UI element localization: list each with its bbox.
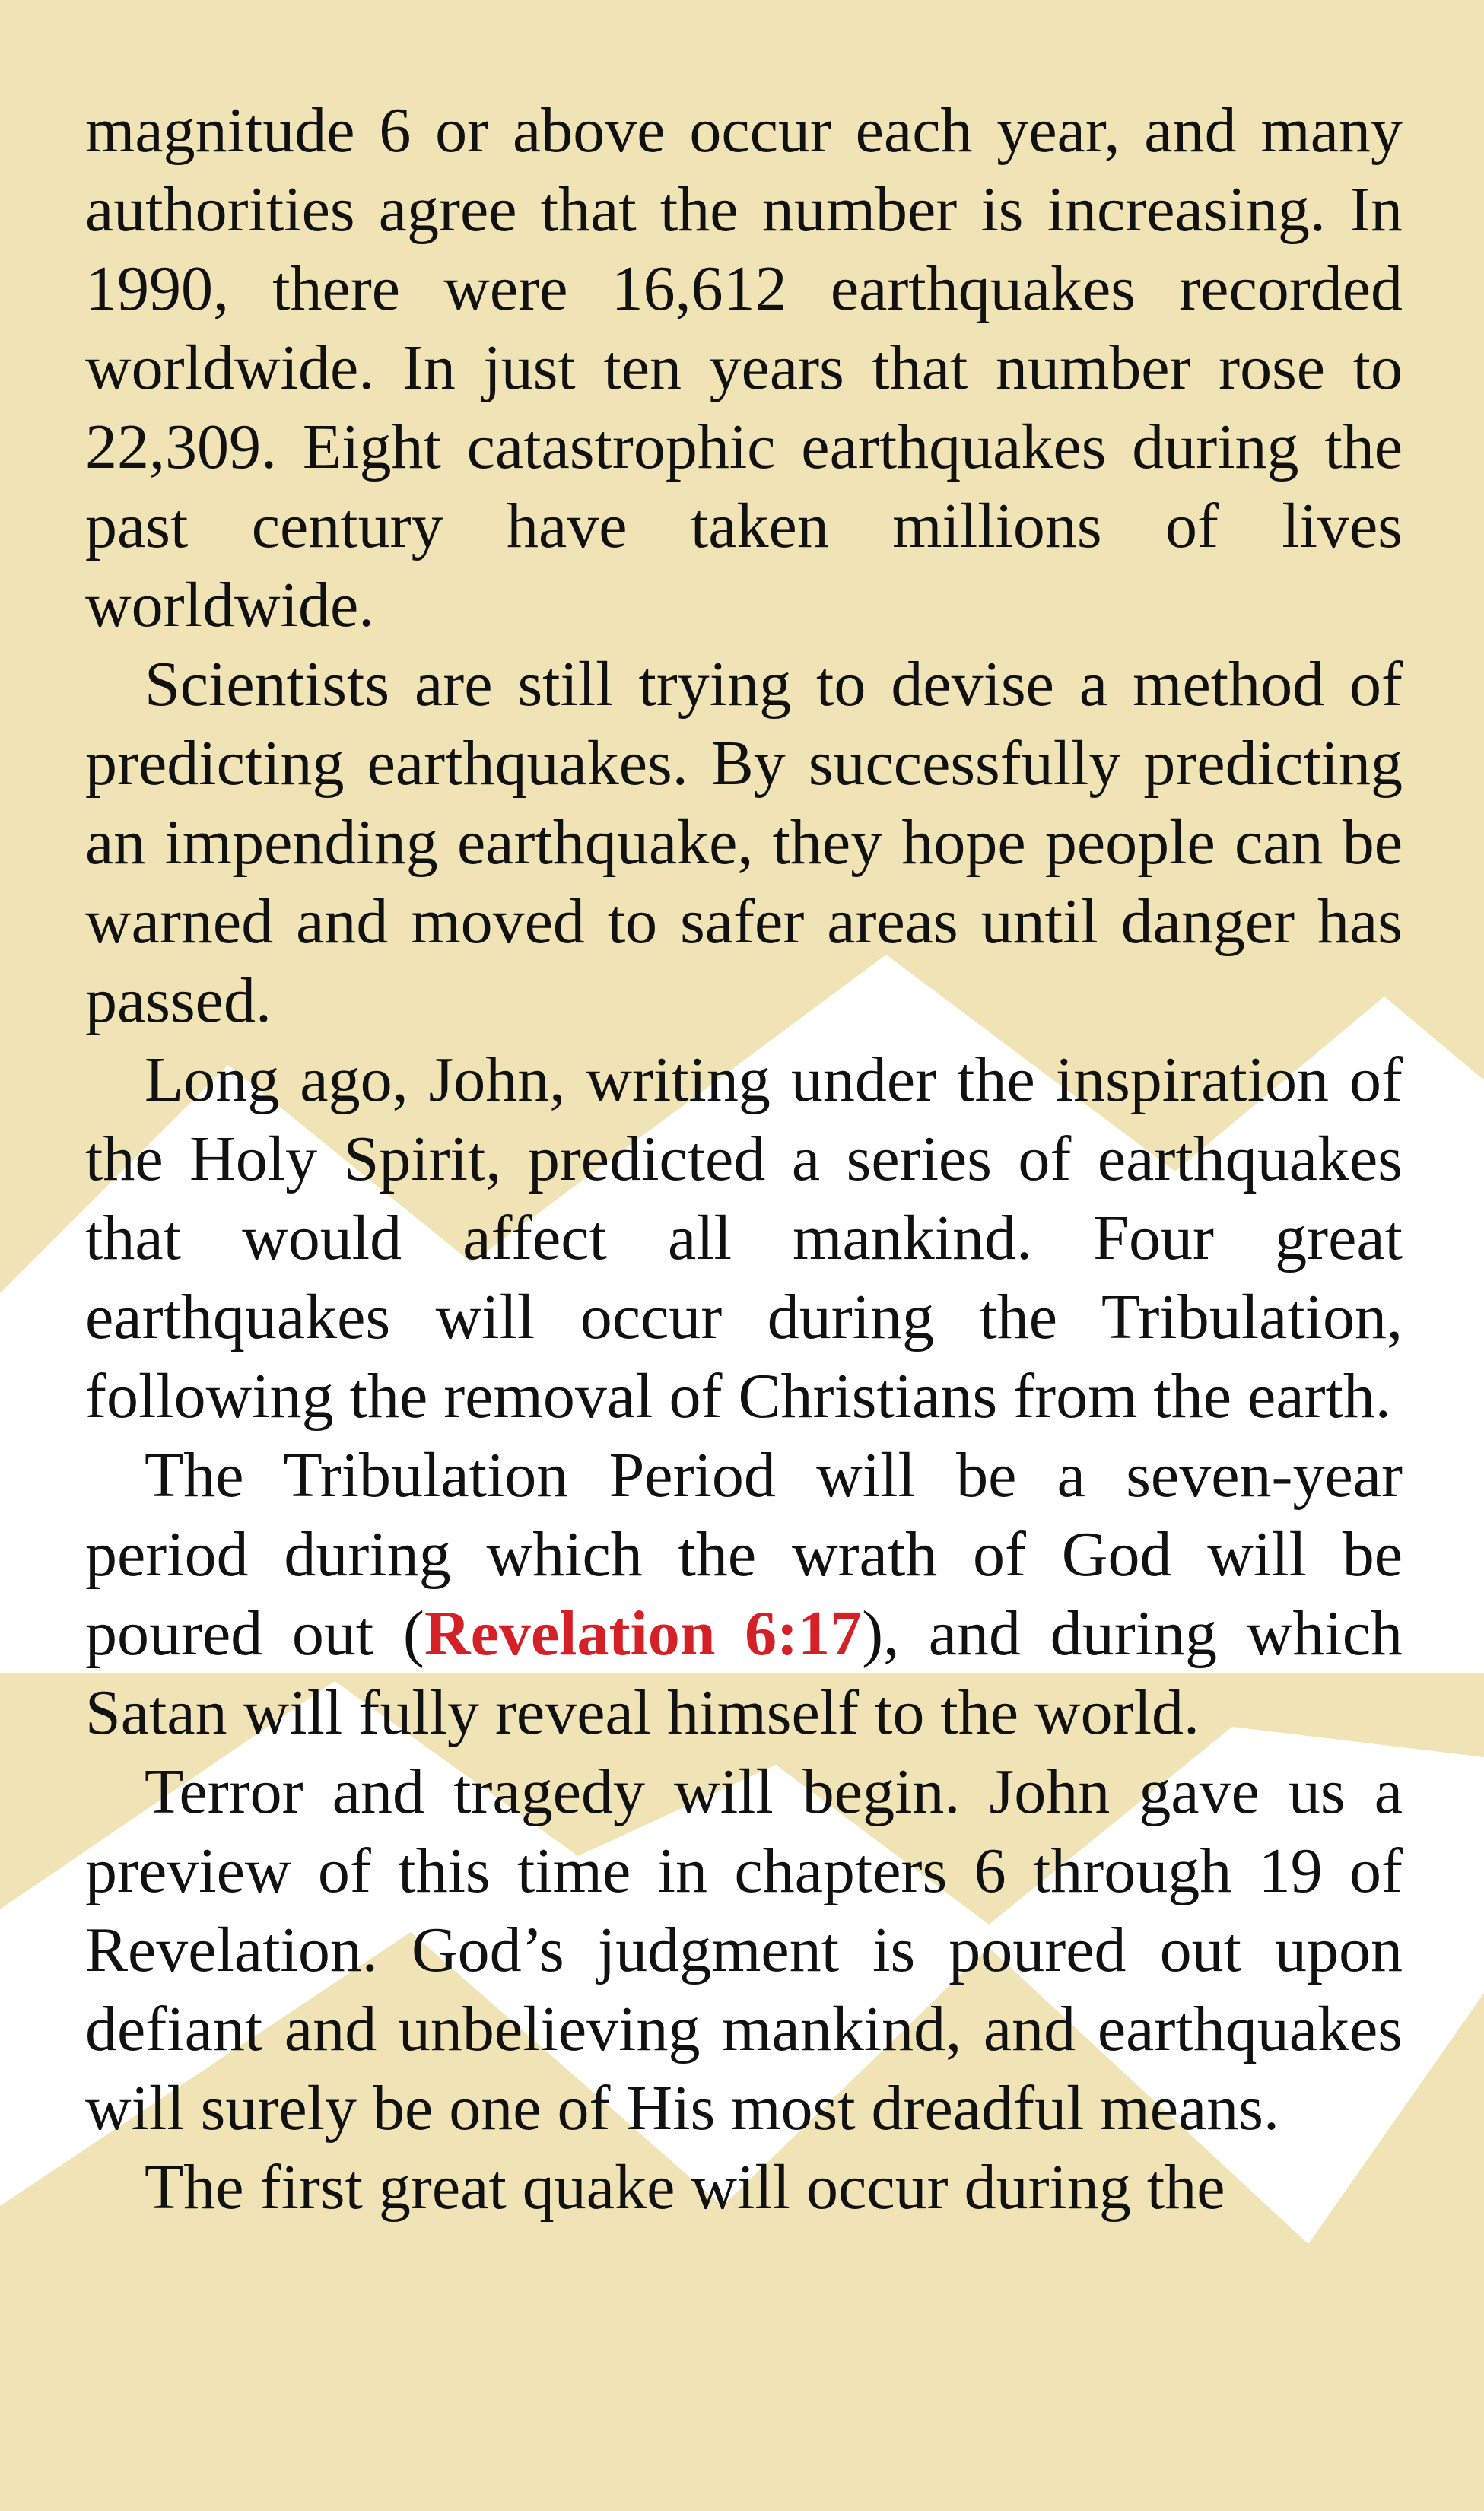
body-text [85, 91, 1403, 2227]
paragraph-2: Scientists are still trying to devise a method of predicting earthquakes. By successfully predicting an impending earthquake, they hope people can be warned and moved to safer areas until danger has passed. [85, 649, 1403, 1036]
paragraph-4-before: The Tribulation Period will be a seven-year period during which the wrath of God will be poured out ( [85, 1440, 1403, 1669]
paragraph-3: Long ago, John, writing under the inspiration of the Holy Spirit, predicted a series of earthquakes that would affect all mankind. Four great earthquakes will occur during the Tribulation, following the removal of Christians from the earth. [85, 1044, 1403, 1432]
paragraph-5: Terror and tragedy will begin. John gave us a preview of this time in chapters 6 through 19 of Revelation. God’s judgment is poured out upon defiant and unbelieving mankind, and earthquakes will surely be one of His most dreadful means. [85, 1756, 1403, 2144]
paragraph-1: magnitude 6 or above occur each year, and many authorities agree that the number is increasing. In 1990, there were 16,612 earthquakes recorded worldwide. In just ten years that number rose to 22,309. Eight catastrophic earthquakes during the past century have taken millions of lives worldwide. [85, 95, 1403, 640]
paragraph-4-after: ), and during which Satan will fully reveal himself to the world. [85, 1598, 1403, 1748]
scripture-reference[interactable]: Revelation 6:17 [424, 1598, 863, 1669]
paragraph-6: The first great quake will occur during the [145, 2152, 1225, 2223]
paragraph-4 [85, 1436, 1403, 1753]
